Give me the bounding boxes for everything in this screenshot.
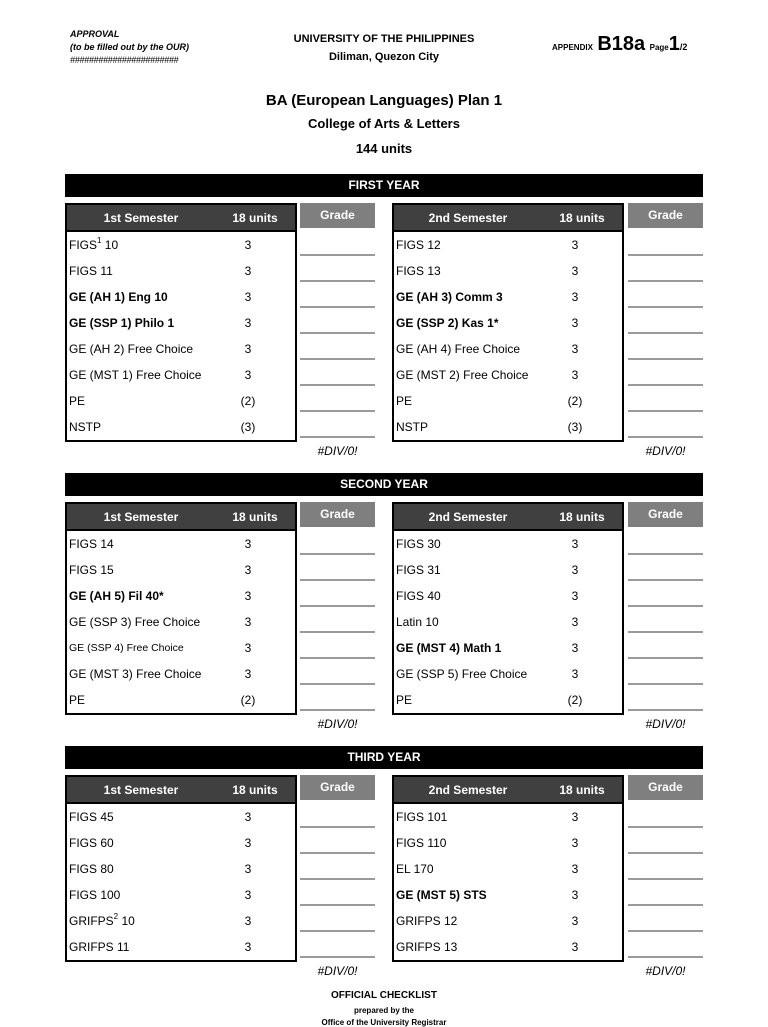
grade-field[interactable] <box>628 633 703 659</box>
grade-field[interactable] <box>300 932 375 958</box>
grade-header: Grade <box>628 502 703 527</box>
course-row <box>67 583 295 609</box>
course-name <box>67 420 239 434</box>
grade-field[interactable] <box>300 854 375 880</box>
grade-field[interactable] <box>628 230 703 256</box>
course-name <box>394 693 566 707</box>
gwa-result: #DIV/0! <box>317 964 358 978</box>
course-name <box>394 264 566 278</box>
course-code: FIGS 15 <box>69 563 114 577</box>
course-code: NSTP <box>69 420 102 434</box>
grade-field[interactable] <box>628 555 703 581</box>
course-name <box>67 810 239 824</box>
course-row <box>67 635 295 661</box>
course-units: 3 <box>244 238 252 252</box>
course-row <box>394 830 622 856</box>
course-units: 3 <box>571 589 579 603</box>
semester-units: 18 units <box>232 509 278 524</box>
grade-header: Grade <box>300 775 375 800</box>
course-units: 3 <box>571 667 579 681</box>
course-code: GE (SSP 3) Free Choice <box>69 615 201 629</box>
page-number: 1 <box>668 33 680 55</box>
course-code: FIGS 101 <box>396 810 448 824</box>
course-row <box>67 284 295 310</box>
course-units: 3 <box>571 888 579 902</box>
course-name <box>67 290 239 304</box>
grade-column <box>628 775 703 958</box>
course-name <box>67 342 239 356</box>
semester-name: 1st Semester <box>103 210 179 225</box>
course-row <box>67 388 295 414</box>
course-units: 3 <box>244 940 252 954</box>
course-row <box>394 687 622 713</box>
grade-field[interactable] <box>300 529 375 555</box>
course-row <box>394 583 622 609</box>
course-units: 3 <box>244 563 252 577</box>
course-row <box>394 856 622 882</box>
course-code: GE (MST 3) Free Choice <box>69 667 202 681</box>
course-units: 3 <box>571 316 579 330</box>
footnote-marker: 1 <box>97 236 102 245</box>
semester-header <box>67 205 295 232</box>
course-row <box>67 804 295 830</box>
year-heading: SECOND YEAR <box>65 473 703 496</box>
course-row <box>67 258 295 284</box>
grade-field[interactable] <box>628 412 703 438</box>
course-name <box>67 940 239 954</box>
course-units: 3 <box>571 810 579 824</box>
grade-field[interactable] <box>628 581 703 607</box>
grade-field[interactable] <box>628 386 703 412</box>
course-code: FIGS 13 <box>396 264 441 278</box>
course-name <box>394 810 566 824</box>
course-code: FIGS 31 <box>396 563 441 577</box>
course-row <box>394 804 622 830</box>
page-total: /2 <box>679 42 688 52</box>
grade-field[interactable] <box>628 880 703 906</box>
course-name <box>394 862 566 876</box>
course-name <box>394 589 566 603</box>
course-units: 3 <box>244 264 252 278</box>
course-code: GRIFPS <box>69 914 114 928</box>
course-name <box>394 316 566 330</box>
course-name <box>67 693 239 707</box>
course-units: (2) <box>567 394 583 408</box>
course-row <box>394 557 622 583</box>
course-row <box>67 934 295 960</box>
grade-field[interactable] <box>628 360 703 386</box>
course-name <box>67 836 239 850</box>
course-code: FIGS 100 <box>69 888 121 902</box>
course-units: 3 <box>571 862 579 876</box>
course-name <box>67 394 239 408</box>
grade-header: Grade <box>628 775 703 800</box>
course-name <box>394 238 566 252</box>
program-title: BA (European Languages) Plan 1 <box>265 92 503 109</box>
course-row <box>394 908 622 934</box>
course-code: GE (AH 1) Eng 10 <box>69 290 168 304</box>
course-row <box>394 934 622 960</box>
course-units: 3 <box>244 914 252 928</box>
semester-table <box>65 502 297 715</box>
semester-units: 18 units <box>232 782 278 797</box>
course-units: 3 <box>244 667 252 681</box>
course-name <box>67 888 239 902</box>
course-name <box>394 394 566 408</box>
course-code: GRIFPS 13 <box>396 940 458 954</box>
course-code: GE (MST 4) Math 1 <box>396 641 502 655</box>
course-units: 3 <box>571 563 579 577</box>
course-code: GE (SSP 2) Kas 1* <box>396 316 499 330</box>
course-row <box>67 531 295 557</box>
grade-field[interactable] <box>628 256 703 282</box>
footer-prepared: prepared by the <box>353 1006 414 1015</box>
grade-field[interactable] <box>628 685 703 711</box>
approval-blank: ####################### <box>70 55 179 65</box>
grade-field[interactable] <box>300 906 375 932</box>
grade-column <box>300 775 375 958</box>
course-row <box>67 830 295 856</box>
course-name <box>67 862 239 876</box>
course-units: 3 <box>244 589 252 603</box>
semester-units: 18 units <box>232 210 278 225</box>
course-code: GE (SSP 4) Free Choice <box>69 642 184 654</box>
grade-field[interactable] <box>628 282 703 308</box>
course-units: (3) <box>240 420 256 434</box>
course-name <box>394 420 566 434</box>
grade-column <box>628 502 703 711</box>
course-name <box>394 290 566 304</box>
gwa-result: #DIV/0! <box>317 444 358 458</box>
course-units: 3 <box>571 641 579 655</box>
course-row <box>394 635 622 661</box>
course-code: FIGS 12 <box>396 238 441 252</box>
university-location: Diliman, Quezon City <box>328 51 439 63</box>
approval-instruction: (to be filled out by the OUR) <box>70 42 189 52</box>
grade-field[interactable] <box>628 906 703 932</box>
course-code: FIGS 110 <box>396 836 447 850</box>
course-code: GRIFPS 11 <box>69 940 130 954</box>
course-name <box>394 940 566 954</box>
course-units: 3 <box>571 940 579 954</box>
grade-field[interactable] <box>628 334 703 360</box>
course-row <box>394 414 622 440</box>
course-code: GE (MST 1) Free Choice <box>69 368 202 382</box>
approval-title: APPROVAL <box>70 29 120 39</box>
course-row <box>67 336 295 362</box>
course-row <box>67 609 295 635</box>
grade-field[interactable] <box>300 880 375 906</box>
semester-header <box>67 504 295 531</box>
grade-field[interactable] <box>300 230 375 256</box>
course-name <box>67 368 239 382</box>
grade-field[interactable] <box>300 581 375 607</box>
course-units: (2) <box>240 394 256 408</box>
grade-column <box>628 203 703 438</box>
course-units: 3 <box>571 238 579 252</box>
grade-column <box>300 203 375 438</box>
grade-field[interactable] <box>628 802 703 828</box>
semester-table <box>392 775 624 962</box>
semester-header <box>394 504 622 531</box>
course-units: 3 <box>244 537 252 551</box>
course-name <box>67 914 239 928</box>
semester-header <box>394 777 622 804</box>
course-code: GE (AH 4) Free Choice <box>396 342 521 356</box>
course-units: 3 <box>244 368 252 382</box>
gwa-result: #DIV/0! <box>317 717 358 731</box>
year-heading: THIRD YEAR <box>65 746 703 769</box>
semester-name: 2nd Semester <box>428 210 508 225</box>
course-code: GE (AH 5) Fil 40* <box>69 589 164 603</box>
course-row <box>67 232 295 258</box>
course-units: (3) <box>567 420 583 434</box>
grade-field[interactable] <box>300 802 375 828</box>
course-row <box>394 232 622 258</box>
course-code: FIGS 14 <box>69 537 114 551</box>
grade-field[interactable] <box>300 607 375 633</box>
course-row <box>394 336 622 362</box>
course-code: GRIFPS 12 <box>396 914 458 928</box>
page-word: Page <box>649 43 669 52</box>
year-heading: FIRST YEAR <box>65 174 703 197</box>
course-row <box>67 856 295 882</box>
grade-field[interactable] <box>628 854 703 880</box>
course-units: 3 <box>571 264 579 278</box>
course-units: (2) <box>567 693 583 707</box>
course-name <box>67 264 239 278</box>
semester-name: 2nd Semester <box>428 509 508 524</box>
grade-field[interactable] <box>300 412 375 438</box>
grade-field[interactable] <box>300 282 375 308</box>
course-code: FIGS 45 <box>69 810 114 824</box>
footnote-marker: 2 <box>113 912 119 921</box>
course-code: Latin 10 <box>396 615 439 629</box>
semester-units: 18 units <box>559 509 605 524</box>
semester-header <box>67 777 295 804</box>
grade-column <box>300 502 375 711</box>
course-row <box>67 687 295 713</box>
total-units: 144 units <box>355 141 413 156</box>
course-units: 3 <box>244 290 252 304</box>
course-code: GE (SSP 1) Philo 1 <box>69 316 175 330</box>
course-row <box>394 258 622 284</box>
grade-field[interactable] <box>628 529 703 555</box>
gwa-result: #DIV/0! <box>645 717 686 731</box>
grade-field[interactable] <box>628 932 703 958</box>
course-units: 3 <box>571 368 579 382</box>
course-code: PE <box>396 693 413 707</box>
course-name <box>394 667 566 681</box>
grade-header: Grade <box>300 203 375 228</box>
course-name <box>394 342 566 356</box>
gwa-result: #DIV/0! <box>645 964 686 978</box>
course-name <box>394 615 566 629</box>
course-units: 3 <box>571 914 579 928</box>
course-units: 3 <box>571 342 579 356</box>
grade-field[interactable] <box>300 685 375 711</box>
grade-field[interactable] <box>628 607 703 633</box>
course-number: 10 <box>101 238 119 252</box>
semester-table <box>65 203 297 442</box>
grade-field[interactable] <box>300 555 375 581</box>
course-units: 3 <box>244 316 252 330</box>
course-name <box>394 888 566 902</box>
course-code: GE (AH 2) Free Choice <box>69 342 194 356</box>
course-row <box>67 362 295 388</box>
course-name <box>394 914 566 928</box>
course-row <box>394 661 622 687</box>
course-units: 3 <box>244 862 252 876</box>
course-row <box>394 284 622 310</box>
semester-table <box>392 502 624 715</box>
course-code: FIGS <box>69 238 98 252</box>
course-units: 3 <box>244 641 252 655</box>
grade-field[interactable] <box>300 256 375 282</box>
course-units: (2) <box>240 693 256 707</box>
course-code: GE (SSP 5) Free Choice <box>396 667 528 681</box>
course-name <box>67 589 239 603</box>
course-row <box>394 531 622 557</box>
course-units: 3 <box>571 615 579 629</box>
grade-field[interactable] <box>628 308 703 334</box>
course-number: 10 <box>118 914 135 928</box>
course-name <box>394 836 566 850</box>
footer-title: OFFICIAL CHECKLIST <box>331 990 437 1001</box>
grade-field[interactable] <box>300 360 375 386</box>
course-name <box>67 316 239 330</box>
grade-field[interactable] <box>300 334 375 360</box>
course-code: FIGS 80 <box>69 862 114 876</box>
course-row <box>67 661 295 687</box>
grade-field[interactable] <box>628 828 703 854</box>
semester-units: 18 units <box>559 210 605 225</box>
course-units: 3 <box>571 537 579 551</box>
appendix-code: B18a <box>597 33 646 55</box>
course-row <box>394 362 622 388</box>
semester-table <box>392 203 624 442</box>
course-row <box>67 882 295 908</box>
course-name <box>67 563 239 577</box>
course-units: 3 <box>244 342 252 356</box>
course-row <box>67 557 295 583</box>
course-units: 3 <box>244 888 252 902</box>
course-code: GE (AH 3) Comm 3 <box>396 290 503 304</box>
grade-field[interactable] <box>628 659 703 685</box>
course-code: FIGS 11 <box>69 264 113 278</box>
semester-name: 2nd Semester <box>428 782 508 797</box>
course-units: 3 <box>244 810 252 824</box>
grade-field[interactable] <box>300 386 375 412</box>
course-row <box>394 609 622 635</box>
grade-field[interactable] <box>300 659 375 685</box>
course-code: FIGS 30 <box>396 537 441 551</box>
course-name <box>67 238 239 252</box>
course-code: EL 170 <box>396 862 434 876</box>
course-units: 3 <box>571 836 579 850</box>
college-name: College of Arts & Letters <box>308 116 460 131</box>
footer-office: Office of the University Registrar <box>321 1018 447 1027</box>
semester-name: 1st Semester <box>103 509 179 524</box>
course-row <box>67 310 295 336</box>
grade-field[interactable] <box>300 308 375 334</box>
course-name <box>67 537 239 551</box>
course-units: 3 <box>244 615 252 629</box>
course-code: PE <box>69 394 86 408</box>
grade-field[interactable] <box>300 633 375 659</box>
course-name <box>394 563 566 577</box>
course-code: FIGS 40 <box>396 589 441 603</box>
course-row <box>394 388 622 414</box>
course-code: PE <box>396 394 413 408</box>
semester-units: 18 units <box>559 782 605 797</box>
course-name <box>67 642 239 654</box>
semester-name: 1st Semester <box>103 782 179 797</box>
grade-header: Grade <box>300 502 375 527</box>
course-code: NSTP <box>396 420 429 434</box>
course-name <box>67 615 239 629</box>
course-row <box>67 908 295 934</box>
course-name <box>394 368 566 382</box>
grade-header: Grade <box>628 203 703 228</box>
course-code: GE (MST 2) Free Choice <box>396 368 529 382</box>
gwa-result: #DIV/0! <box>645 444 686 458</box>
appendix-word: APPENDIX <box>552 43 593 52</box>
course-units: 3 <box>571 290 579 304</box>
course-code: PE <box>69 693 86 707</box>
course-units: 3 <box>244 836 252 850</box>
course-code: GE (MST 5) STS <box>396 888 487 902</box>
semester-table <box>65 775 297 962</box>
course-name <box>394 641 566 655</box>
course-name <box>394 537 566 551</box>
appendix-label <box>552 33 687 56</box>
course-row <box>394 882 622 908</box>
course-row <box>394 310 622 336</box>
university-name: UNIVERSITY OF THE PHILIPPINES <box>293 33 475 45</box>
course-code: FIGS 60 <box>69 836 114 850</box>
semester-header <box>394 205 622 232</box>
grade-field[interactable] <box>300 828 375 854</box>
course-row <box>67 414 295 440</box>
course-name <box>67 667 239 681</box>
